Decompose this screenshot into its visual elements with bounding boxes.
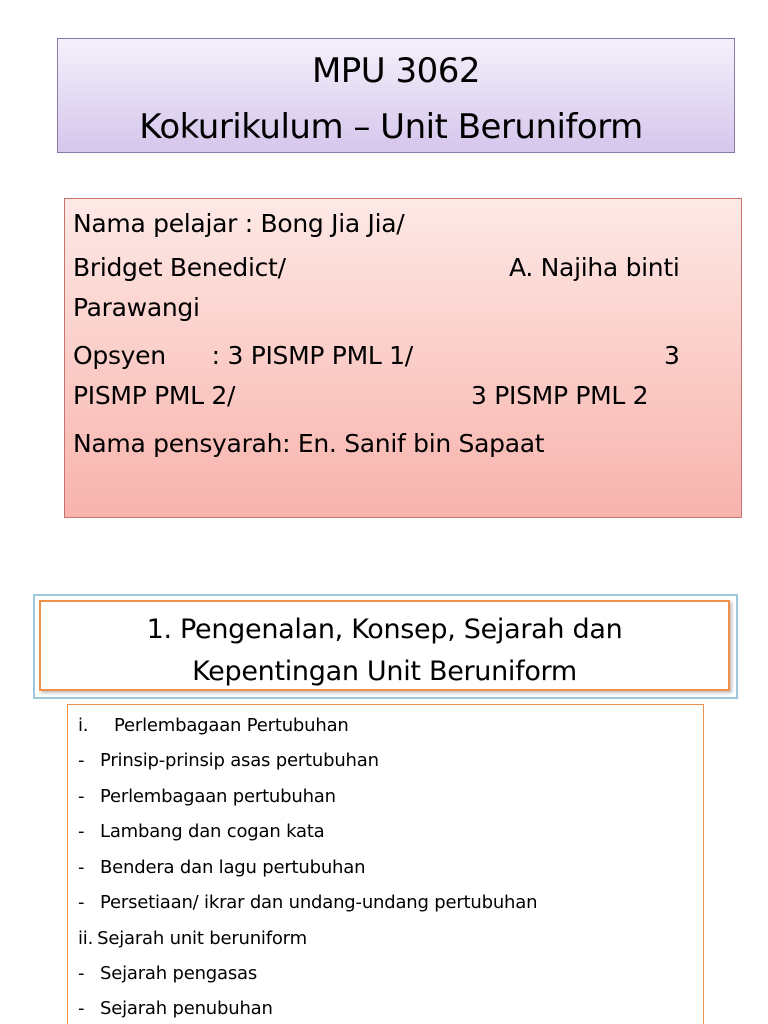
list-marker: - bbox=[78, 892, 85, 913]
list-marker: - bbox=[78, 821, 85, 842]
list-item-text: Bendera dan lagu pertubuhan bbox=[100, 857, 366, 878]
option-line2-right: 3 PISMP PML 2 bbox=[471, 381, 649, 410]
list-marker: - bbox=[78, 998, 85, 1019]
section-heading-line2: Kepentingan Unit Beruniform bbox=[192, 656, 577, 687]
list-item bbox=[78, 892, 537, 914]
list-item bbox=[78, 998, 273, 1020]
list-item-text: Prinsip-prinsip asas pertubuhan bbox=[100, 750, 379, 771]
list-marker: ii. bbox=[78, 928, 94, 949]
list-item bbox=[78, 857, 365, 879]
list-item bbox=[78, 928, 307, 950]
list-item-text: Lambang dan cogan kata bbox=[100, 821, 325, 842]
section-heading-line1: 1. Pengenalan, Konsep, Sejarah dan bbox=[146, 614, 623, 645]
student-names-line3: Parawangi bbox=[73, 293, 200, 322]
list-item-text: Sejarah unit beruniform bbox=[97, 928, 307, 949]
list-item bbox=[78, 786, 336, 808]
title-box bbox=[57, 38, 735, 153]
list-item-text: Sejarah penubuhan bbox=[100, 998, 273, 1019]
course-code: MPU 3062 bbox=[311, 51, 481, 91]
list-item bbox=[78, 750, 379, 772]
option-line1-right: 3 bbox=[664, 341, 680, 370]
topic-list bbox=[67, 704, 704, 1024]
course-title: Kokurikulum – Unit Beruniform bbox=[139, 107, 643, 147]
student-names-line2: Bridget Benedict/ bbox=[73, 253, 286, 282]
option-line1: Opsyen : 3 PISMP PML 1/ bbox=[73, 341, 413, 370]
list-marker: - bbox=[78, 857, 85, 878]
list-marker: - bbox=[78, 786, 85, 807]
student-names-line1: Nama pelajar : Bong Jia Jia/ bbox=[73, 209, 405, 238]
list-item-text: Persetiaan/ ikrar dan undang-undang pertubuhan bbox=[100, 892, 538, 913]
student-names-line2-right: A. Najiha binti bbox=[509, 253, 680, 282]
list-marker: - bbox=[78, 963, 85, 984]
lecturer-line: Nama pensyarah: En. Sanif bin Sapaat bbox=[73, 429, 545, 458]
list-marker: - bbox=[78, 750, 85, 771]
option-line2: PISMP PML 2/ bbox=[73, 381, 236, 410]
section-heading-box bbox=[33, 594, 738, 699]
info-box bbox=[64, 198, 742, 518]
list-item bbox=[78, 821, 325, 843]
list-item-text: Perlembagaan Pertubuhan bbox=[114, 715, 349, 736]
list-item bbox=[78, 963, 257, 985]
list-item bbox=[78, 715, 349, 737]
list-marker: i. bbox=[78, 715, 89, 736]
section-heading-inner bbox=[39, 600, 730, 691]
list-item-text: Sejarah pengasas bbox=[100, 963, 258, 984]
list-item-text: Perlembagaan pertubuhan bbox=[100, 786, 336, 807]
